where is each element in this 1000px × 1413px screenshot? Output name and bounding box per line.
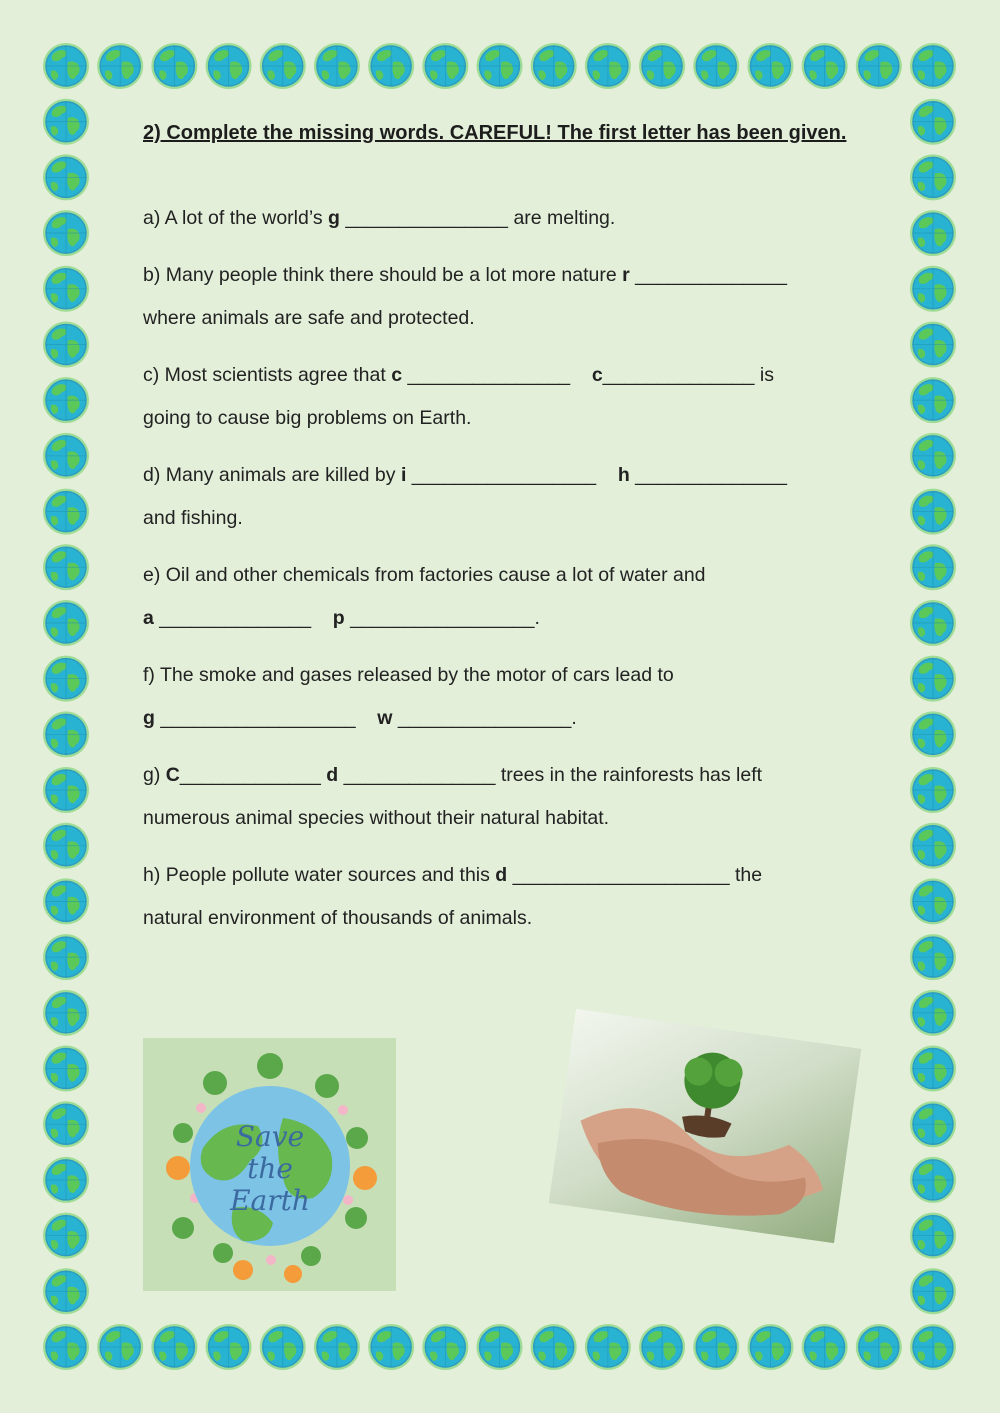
globe-icon: [910, 1046, 956, 1092]
globe-icon: [910, 210, 956, 256]
answer-blank[interactable]: _______________: [402, 364, 571, 386]
svg-text:Save: Save: [235, 1120, 305, 1153]
globe-icon: [422, 43, 468, 89]
globe-icon: [693, 43, 739, 89]
globe-icon: [43, 600, 89, 646]
answer-blank[interactable]: _______________: [339, 207, 514, 229]
globe-icon: [910, 711, 956, 757]
globe-icon: [585, 1324, 631, 1370]
globe-icon: [639, 1324, 685, 1370]
question-h: h) People pollute water sources and this d ____________________ the natural environment of thousands of animals.: [143, 864, 763, 929]
globe-icon: [43, 1101, 89, 1147]
globe-icon: [477, 1324, 523, 1370]
globe-icon: [531, 1324, 577, 1370]
globe-icon: [43, 1213, 89, 1259]
globe-icon: [151, 43, 197, 89]
globe-icon: [910, 878, 956, 924]
globe-icon: [693, 1324, 739, 1370]
answer-blank[interactable]: _________________.: [344, 607, 540, 629]
globe-icon: [43, 377, 89, 423]
answer-blank[interactable]: ______________: [153, 607, 312, 629]
globe-icon: [422, 1324, 468, 1370]
globe-icon: [910, 934, 956, 980]
answer-blank[interactable]: __________________: [154, 707, 356, 729]
globe-icon: [43, 878, 89, 924]
question-e: e) Oil and other chemicals from factories cause a lot of water and a ______________ p _________________.: [143, 564, 706, 629]
globe-icon: [43, 266, 89, 312]
answer-blank[interactable]: _________________: [406, 464, 597, 486]
answer-blank[interactable]: _____________: [179, 764, 327, 786]
hands-tree-icon: [549, 1009, 861, 1243]
globe-icon: [910, 1157, 956, 1203]
svg-text:the: the: [247, 1152, 293, 1185]
globe-icon: [260, 1324, 306, 1370]
globe-icon: [314, 1324, 360, 1370]
globe-icon: [531, 43, 577, 89]
globe-icon: [910, 1101, 956, 1147]
globe-icon: [910, 154, 956, 200]
globe-icon: [43, 990, 89, 1036]
globe-icon: [368, 43, 414, 89]
question-b: b) Many people think there should be a lot more nature r ______________ where animals are safe and protected.: [143, 264, 787, 329]
globe-icon: [43, 99, 89, 145]
globe-icon: [910, 266, 956, 312]
globe-icon: [910, 377, 956, 423]
question-d: d) Many animals are killed by i _________________ h ______________ and fishing.: [143, 464, 787, 529]
globe-icon: [747, 43, 793, 89]
globe-icon: [910, 544, 956, 590]
globe-icon: [43, 1046, 89, 1092]
globe-icon: [43, 767, 89, 813]
globe-icon: [206, 1324, 252, 1370]
globe-icon: [151, 1324, 197, 1370]
globe-icon: [910, 433, 956, 479]
question-f: f) The smoke and gases released by the motor of cars lead to g __________________ w ________________.: [143, 664, 674, 729]
globe-icon: [43, 711, 89, 757]
page-title: 2) Complete the missing words. CAREFUL! The first letter has been given.: [143, 122, 847, 144]
answer-blank[interactable]: ______________: [338, 764, 501, 786]
globe-icon: [43, 433, 89, 479]
globe-icon: [43, 544, 89, 590]
globe-icon: [43, 210, 89, 256]
globe-icon: [585, 43, 631, 89]
answer-blank[interactable]: ______________: [629, 264, 787, 286]
question-a: a) A lot of the world’s g _______________ are melting.: [143, 207, 616, 229]
globe-icon: [97, 1324, 143, 1370]
answer-blank[interactable]: ______________: [629, 464, 787, 486]
globe-icon: [910, 1324, 956, 1370]
globe-icon: [856, 43, 902, 89]
answer-blank[interactable]: ______________: [602, 364, 755, 386]
globe-icon: [368, 1324, 414, 1370]
globe-icon: [802, 43, 848, 89]
question-g: g) C_____________ d ______________ trees in the rainforests has left numerous animal species without their natural habitat.: [143, 764, 763, 829]
globe-icon: [910, 656, 956, 702]
answer-blank[interactable]: ____________________: [507, 864, 735, 886]
globe-icon: [43, 321, 89, 367]
globe-icon: [910, 767, 956, 813]
globe-icon: [910, 321, 956, 367]
globe-icon: [910, 1268, 956, 1314]
globe-icon: [43, 823, 89, 869]
globe-icon: [910, 990, 956, 1036]
globe-icon: [43, 656, 89, 702]
globe-icon: [639, 43, 685, 89]
globe-icon: [314, 43, 360, 89]
globe-icon: [910, 43, 956, 89]
globe-icon: [910, 1213, 956, 1259]
globe-icon: [910, 823, 956, 869]
answer-blank[interactable]: ________________.: [392, 707, 577, 729]
globe-icon: [43, 1268, 89, 1314]
globe-icon: [802, 1324, 848, 1370]
globe-icon: [43, 154, 89, 200]
globe-icon: [477, 43, 523, 89]
worksheet: [143, 118, 863, 954]
globe-icon: [97, 43, 143, 89]
globe-icon: [910, 600, 956, 646]
globe-icon: [43, 1157, 89, 1203]
globe-icon: [43, 1324, 89, 1370]
globe-icon: [43, 43, 89, 89]
globe-icon: [910, 99, 956, 145]
svg-text:Earth: Earth: [230, 1184, 310, 1217]
globe-icon: [910, 489, 956, 535]
save-earth-globe-icon: [143, 1038, 396, 1291]
globe-icon: [43, 489, 89, 535]
hands-holding-tree-photo: [549, 1009, 861, 1243]
globe-icon: [43, 934, 89, 980]
question-c: c) Most scientists agree that c _______________ c______________ is going to cause big problems on Earth.: [143, 364, 775, 429]
globe-icon: [206, 43, 252, 89]
globe-icon: [747, 1324, 793, 1370]
globe-icon: [856, 1324, 902, 1370]
save-the-earth-illustration: [143, 1038, 396, 1291]
globe-icon: [260, 43, 306, 89]
